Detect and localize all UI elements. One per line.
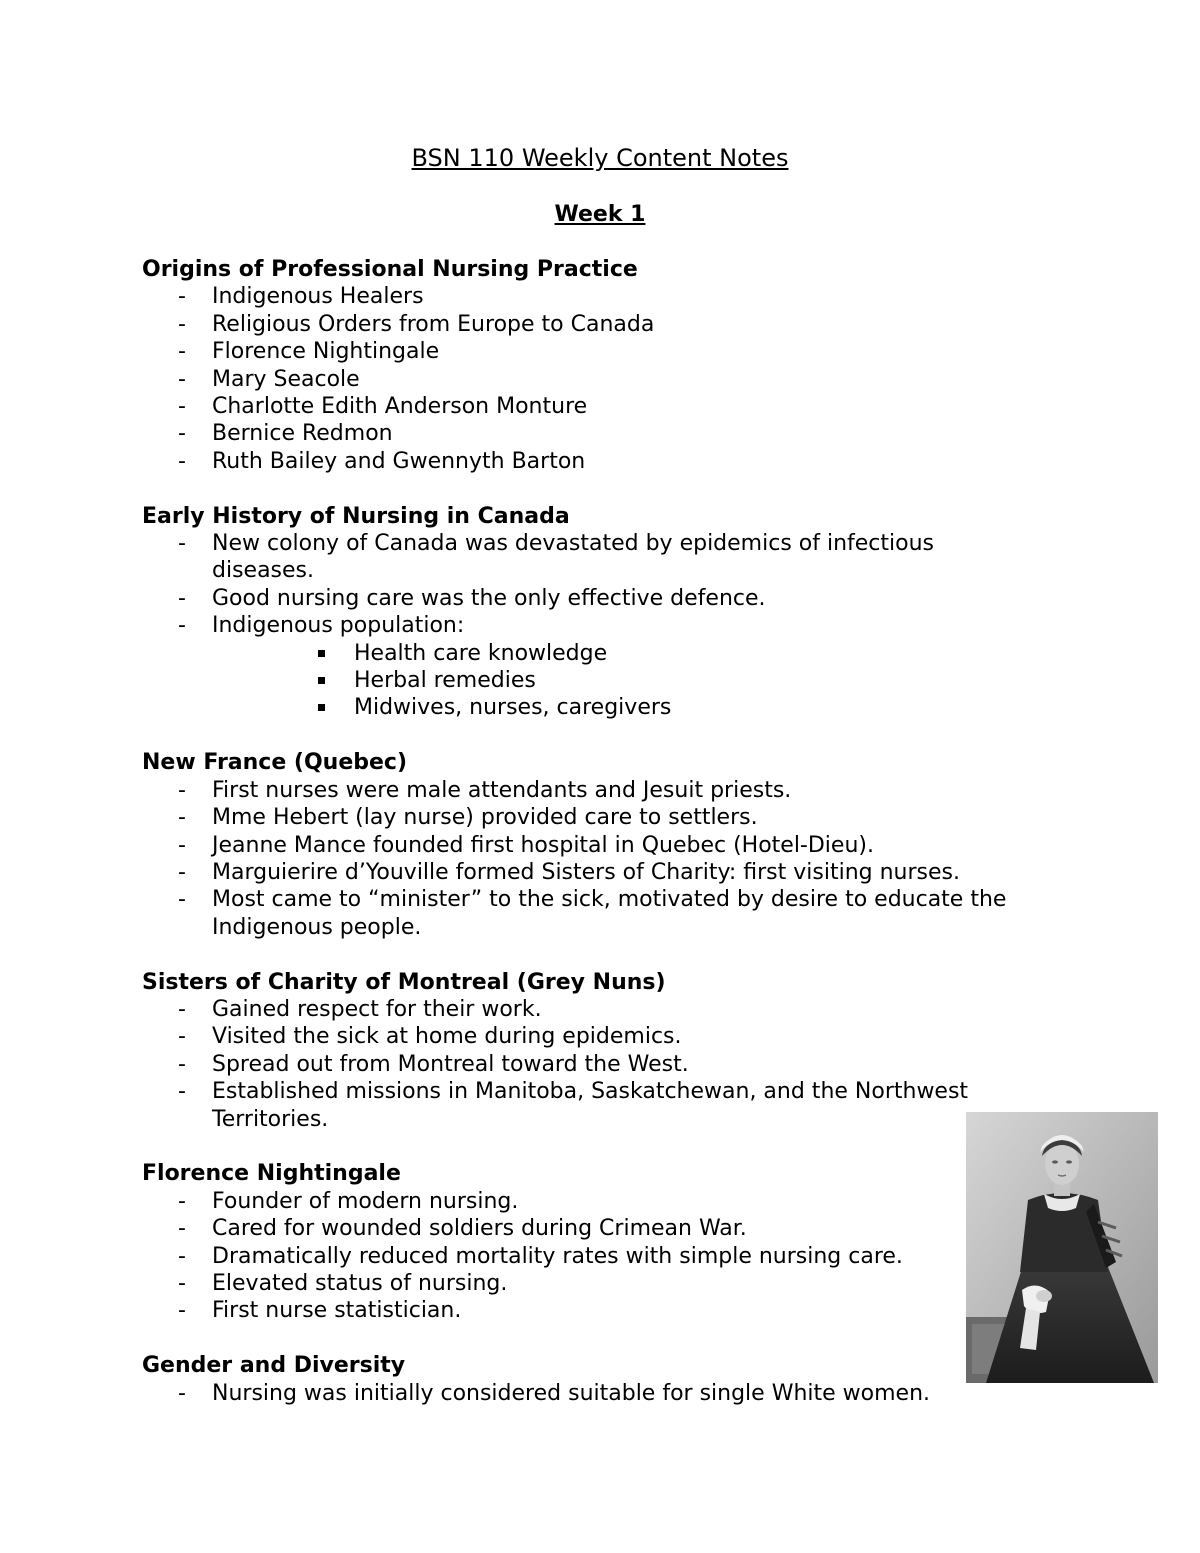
list-item: - Charlotte Edith Anderson Monture bbox=[142, 393, 1042, 420]
section-heading: Gender and Diversity bbox=[142, 1353, 406, 1379]
bullet-list bbox=[142, 777, 1042, 941]
list-item: - Established missions in Manitoba, Saskatchewan, and the Northwest Territories. bbox=[142, 1078, 1042, 1133]
week-title: Week 1 bbox=[554, 202, 646, 227]
section-origins bbox=[142, 256, 1042, 475]
bullet-list bbox=[142, 1188, 1042, 1325]
list-item: - New colony of Canada was devastated by epidemics of infectious diseases. bbox=[142, 530, 1042, 585]
list-item: - Jeanne Mance founded first hospital in Quebec (Hotel-Dieu). bbox=[142, 832, 1042, 859]
section-heading: Florence Nightingale bbox=[142, 1161, 401, 1187]
portrait-illustration bbox=[966, 1112, 1158, 1383]
list-item: - Mme Hebert (lay nurse) provided care to settlers. bbox=[142, 804, 1042, 831]
list-item: - Elevated status of nursing. bbox=[142, 1270, 1042, 1297]
list-item: - First nurse statistician. bbox=[142, 1297, 1042, 1324]
section-new-france bbox=[142, 749, 1042, 941]
bullet-list bbox=[142, 996, 1042, 1133]
list-item: - First nurses were male attendants and Jesuit priests. bbox=[142, 777, 1042, 804]
section-heading: Origins of Professional Nursing Practice bbox=[142, 257, 638, 282]
list-item: - Spread out from Montreal toward the West. bbox=[142, 1051, 1042, 1078]
section-early-history bbox=[142, 503, 1042, 722]
sub-bullet-list bbox=[142, 640, 1042, 722]
list-item: - Bernice Redmon bbox=[142, 420, 1042, 447]
list-item: - Gained respect for their work. bbox=[142, 996, 1042, 1023]
list-item: - Good nursing care was the only effective defence. bbox=[142, 585, 1042, 612]
list-item: - Marguierire d’Youville formed Sisters of Charity: first visiting nurses. bbox=[142, 859, 1042, 886]
document-title: BSN 110 Weekly Content Notes bbox=[411, 144, 789, 172]
list-item: - Visited the sick at home during epidemics. bbox=[142, 1023, 1042, 1050]
list-item: - Indigenous population: bbox=[142, 612, 1042, 639]
section-heading: New France (Quebec) bbox=[142, 750, 408, 776]
list-item: - Ruth Bailey and Gwennyth Barton bbox=[142, 448, 1042, 475]
portrait-photo-icon bbox=[966, 1112, 1158, 1383]
bullet-list bbox=[142, 283, 1042, 475]
list-item: - Cared for wounded soldiers during Crimean War. bbox=[142, 1215, 1042, 1242]
list-item: - Florence Nightingale bbox=[142, 338, 1042, 365]
section-sisters-of-charity bbox=[142, 969, 1042, 1133]
section-florence-nightingale bbox=[142, 1160, 1042, 1324]
bullet-list bbox=[142, 1380, 1042, 1407]
document-body bbox=[142, 256, 1042, 1434]
list-item: - Most came to “minister” to the sick, motivated by desire to educate the Indigenous people. bbox=[142, 886, 1042, 941]
sub-list-item: Herbal remedies bbox=[142, 667, 1042, 694]
list-item: - Religious Orders from Europe to Canada bbox=[142, 311, 1042, 338]
bullet-list bbox=[142, 530, 1042, 640]
section-heading: Sisters of Charity of Montreal (Grey Nuns) bbox=[142, 969, 666, 995]
list-item: - Mary Seacole bbox=[142, 366, 1042, 393]
section-gender-diversity bbox=[142, 1352, 1042, 1407]
sub-list-item: Midwives, nurses, caregivers bbox=[142, 694, 1042, 721]
list-item: - Founder of modern nursing. bbox=[142, 1188, 1042, 1215]
list-item: - Nursing was initially considered suitable for single White women. bbox=[142, 1380, 1042, 1407]
list-item: - Indigenous Healers bbox=[142, 283, 1042, 310]
list-item: - Dramatically reduced mortality rates with simple nursing care. bbox=[142, 1243, 1042, 1270]
section-heading: Early History of Nursing in Canada bbox=[142, 503, 570, 529]
sub-list-item: Health care knowledge bbox=[142, 640, 1042, 667]
